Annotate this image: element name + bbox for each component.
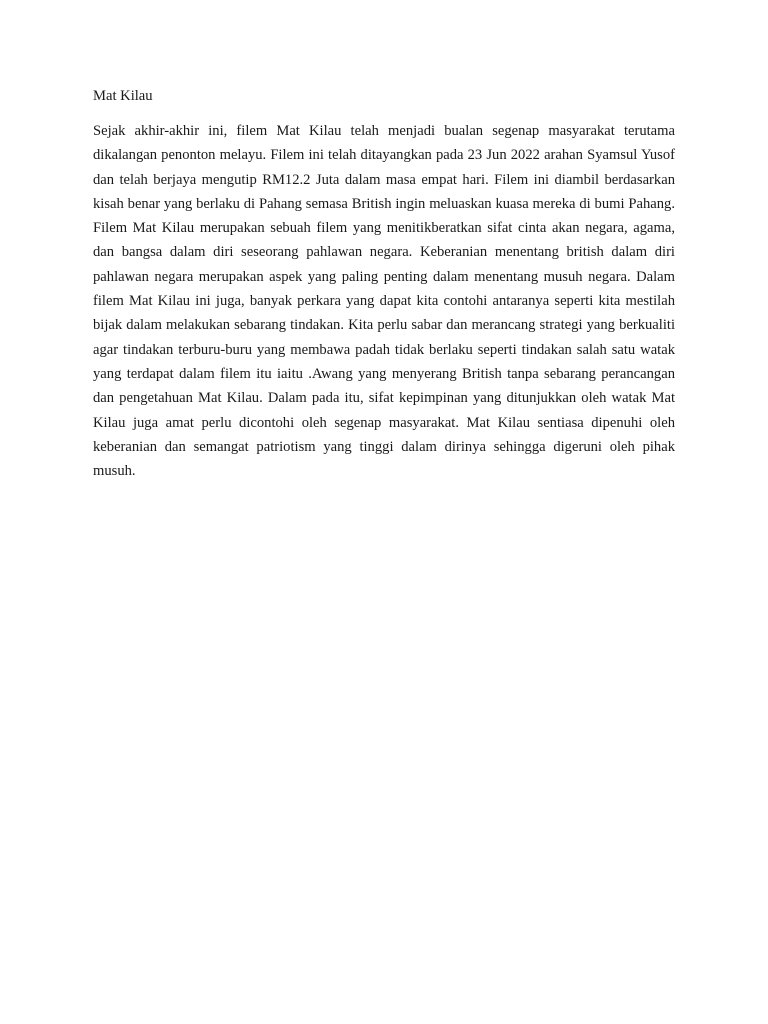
document-title: Mat Kilau bbox=[93, 88, 153, 104]
document-paragraph: Sejak akhir-akhir ini, filem Mat Kilau telah menjadi bualan segenap masyarakat terutama dikalangan penonton melayu. Filem ini telah ditayangkan pada 23 Jun 2022 arahan Syamsul Yusof dan telah berjaya mengutip RM12.2 Juta dalam masa empat hari. Filem ini diambil berdasarkan kisah benar yang berlaku di Pahang semasa British ingin meluaskan kuasa mereka di bumi Pahang. Filem Mat Kilau merupakan sebuah filem yang menitikberatkan sifat cinta akan negara, agama, dan bangsa dalam diri seseorang pahlawan negara. Keberanian menentang british dalam diri pahlawan negara merupakan aspek yang paling penting dalam menentang musuh negara. Dalam filem Mat Kilau ini juga, banyak perkara yang dapat kita contohi antaranya seperti kita mestilah bijak dalam melakukan sebarang tindakan. Kita perlu sabar dan merancang strategi yang berkualiti agar tindakan terburu-buru yang membawa padah tidak berlaku seperti tindakan salah satu watak yang terdapat dalam filem itu iaitu .Awang yang menyerang British tanpa sebarang perancangan dan pengetahuan Mat Kilau. Dalam pada itu, sifat kepimpinan yang ditunjukkan oleh watak Mat Kilau juga amat perlu dicontohi oleh segenap masyarakat. Mat Kilau sentiasa dipenuhi oleh keberanian dan semangat patriotism yang tinggi dalam dirinya sehingga digeruni oleh pihak musuh. bbox=[93, 123, 675, 480]
document-page bbox=[93, 84, 675, 483]
